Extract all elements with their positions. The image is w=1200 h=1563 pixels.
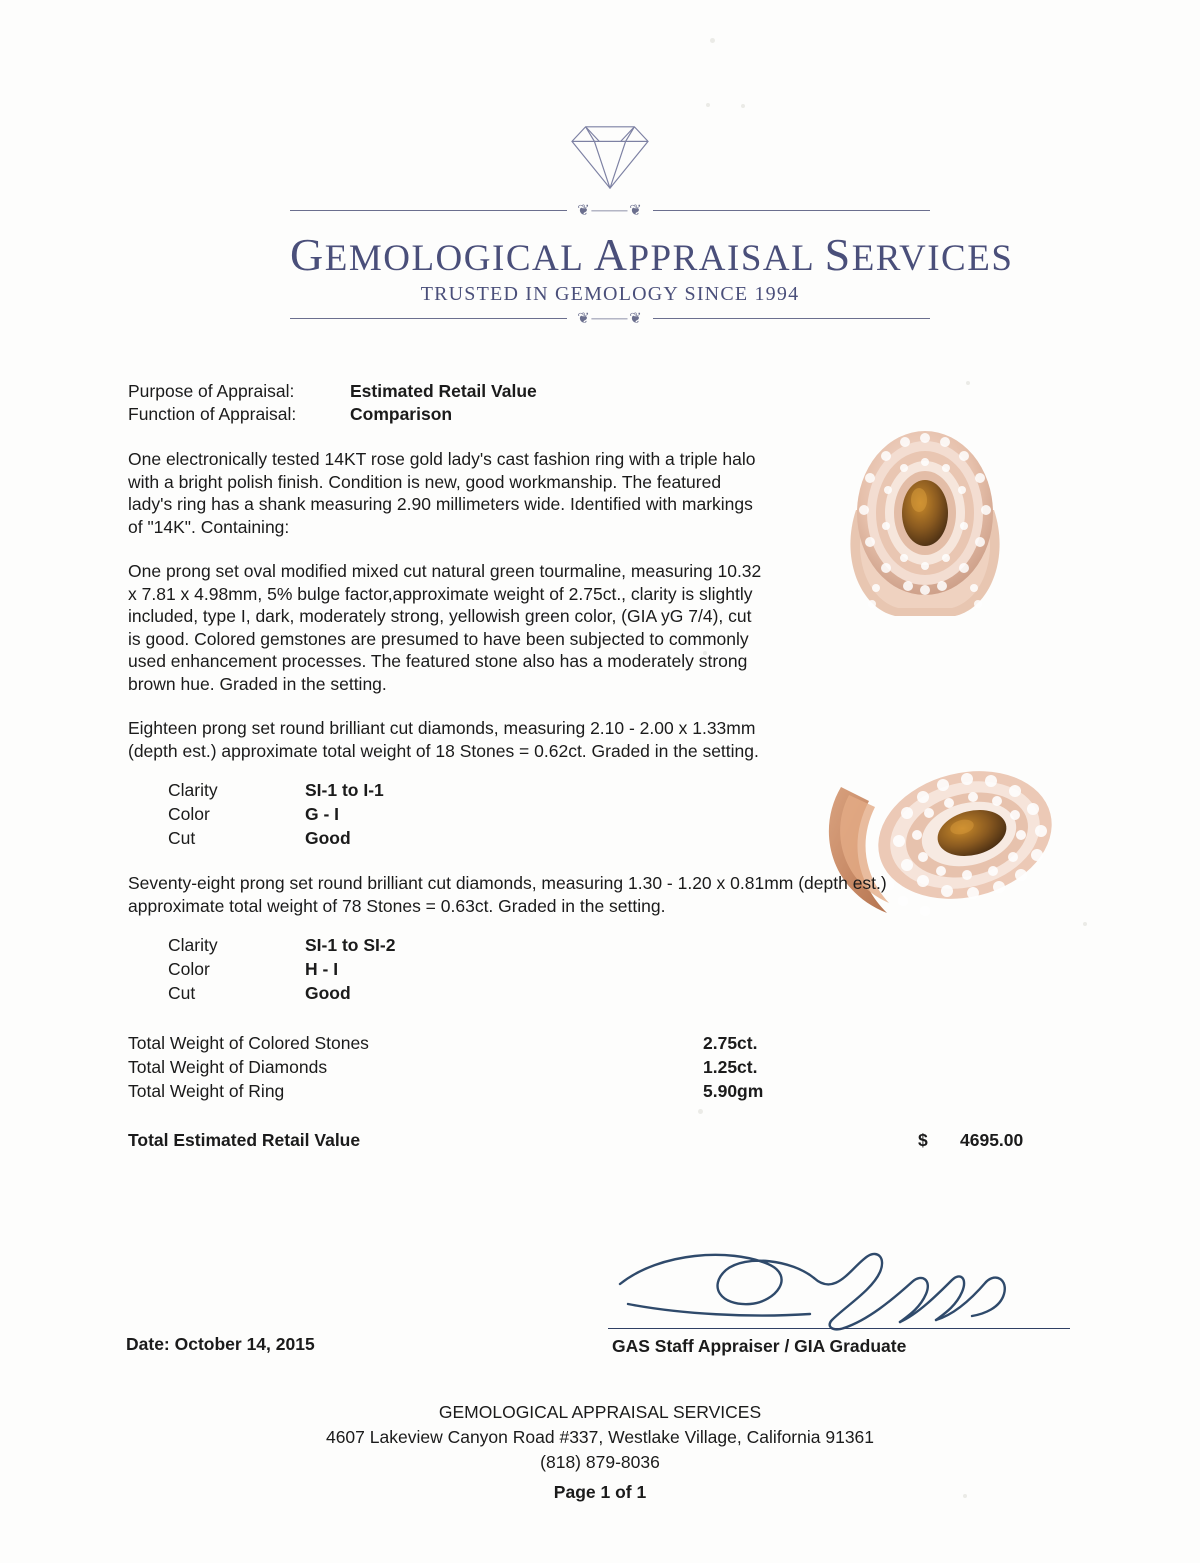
signature-title: GAS Staff Appraiser / GIA Graduate [612, 1336, 907, 1356]
spec-value: H - I [305, 959, 339, 979]
spec-row [168, 826, 1078, 850]
spec-row [168, 802, 1078, 826]
total-value: 2.75ct. [703, 1033, 758, 1053]
header-rule-bottom [290, 310, 930, 326]
header-rule-top [290, 202, 930, 218]
total-value: 5.90gm [703, 1081, 764, 1101]
grand-total-label: Total Estimated Retail Value [128, 1130, 361, 1150]
footer-address: 4607 Lakeview Canyon Road #337, Westlake Village, California 91361 [325, 1427, 875, 1447]
purpose-row [128, 380, 1078, 403]
grand-total-amount: 4695.00 [960, 1130, 1024, 1150]
spec-row [168, 778, 1078, 802]
spec-key: Color [168, 804, 210, 824]
spec-key: Clarity [168, 935, 218, 955]
ornament-icon: ❦⸻❦ [567, 310, 653, 326]
table-row [128, 1055, 1078, 1079]
function-value: Comparison [350, 404, 453, 424]
document-body [128, 380, 1078, 1152]
totals-table [128, 1031, 1078, 1103]
signature-line [608, 1328, 1070, 1329]
scan-speck [710, 38, 715, 43]
company-tagline: TRUSTED IN GEMOLOGY SINCE 1994 [420, 283, 800, 305]
total-label: Total Weight of Ring [128, 1081, 285, 1101]
center-stone-paragraph: One prong set oval modified mixed cut natural green tourmaline, measuring 10.32 x 7.81 x 4.98mm, 5% bulge factor,approximate weight of 2.75ct., clarity is slightly included, type I, dark, moderately strong, yellowish green color, (GIA yG 7/4), cut is good. Colored gemstones are presumed to have been subjected to commonly used enhancement processes. The featured stone also has a moderately strong brown hue. Graded in the setting. [128, 561, 762, 694]
purpose-value: Estimated Retail Value [350, 381, 537, 401]
diamond-group-2-specs [168, 933, 1078, 1005]
spec-key: Cut [168, 828, 196, 848]
purpose-label: Purpose of Appraisal: [128, 381, 295, 401]
ring-description-paragraph: One electronically tested 14KT rose gold lady's cast fashion ring with a triple halo with a bright polish finish. Condition is new, good workmanship. The featured lady's ring has a shank measuring 2.90 millimeters wide. Identified with markings of "14K". Containing: [128, 449, 756, 537]
appraisal-date: Date: October 14, 2015 [126, 1334, 315, 1354]
spec-value: G - I [305, 804, 340, 824]
table-row [128, 1079, 1078, 1103]
diamond-group-2-paragraph: Seventy-eight prong set round brilliant cut diamonds, measuring 1.30 - 1.20 x 0.81mm (depth est.) approximate total weight of 78 Stones = 0.63ct. Graded in the setting. [128, 873, 887, 916]
total-label: Total Weight of Diamonds [128, 1057, 328, 1077]
footer-phone: (818) 879-8036 [540, 1452, 660, 1472]
diamond-group-1-specs [168, 778, 1078, 850]
footer-company: GEMOLOGICAL APPRAISAL SERVICES [438, 1402, 762, 1422]
spec-row [168, 957, 1078, 981]
spec-value: Good [305, 983, 351, 1003]
spec-value: SI-1 to SI-2 [305, 935, 396, 955]
diamond-group-1-paragraph: Eighteen prong set round brilliant cut diamonds, measuring 2.10 - 2.00 x 1.33mm (depth est.) approximate total weight of 18 Stones = 0.62ct. Graded in the setting. [128, 718, 759, 761]
diamond-icon [555, 118, 665, 196]
footer-page-number: Page 1 of 1 [553, 1482, 647, 1502]
function-row [128, 403, 1078, 426]
spec-value: SI-1 to I-1 [305, 780, 384, 800]
grand-total-currency: $ [918, 1130, 928, 1150]
spec-row [168, 981, 1078, 1005]
company-name: GEMOLOGICAL APPRAISAL SERVICES [290, 229, 1014, 280]
function-label: Function of Appraisal: [128, 404, 297, 424]
table-row [128, 1031, 1078, 1055]
document-footer [0, 1400, 1200, 1505]
scan-speck [706, 103, 710, 107]
document-header [290, 118, 1014, 327]
spec-key: Cut [168, 983, 196, 1003]
handwritten-signature [600, 1242, 1080, 1342]
spec-value: Good [305, 828, 351, 848]
scan-speck [741, 104, 745, 108]
spec-row [168, 933, 1078, 957]
ornament-icon: ❦⸻❦ [567, 202, 653, 218]
total-label: Total Weight of Colored Stones [128, 1033, 369, 1053]
spec-key: Color [168, 959, 210, 979]
grand-total-row [128, 1129, 1078, 1152]
scan-speck [1083, 922, 1087, 926]
spec-key: Clarity [168, 780, 218, 800]
total-value: 1.25ct. [703, 1057, 758, 1077]
